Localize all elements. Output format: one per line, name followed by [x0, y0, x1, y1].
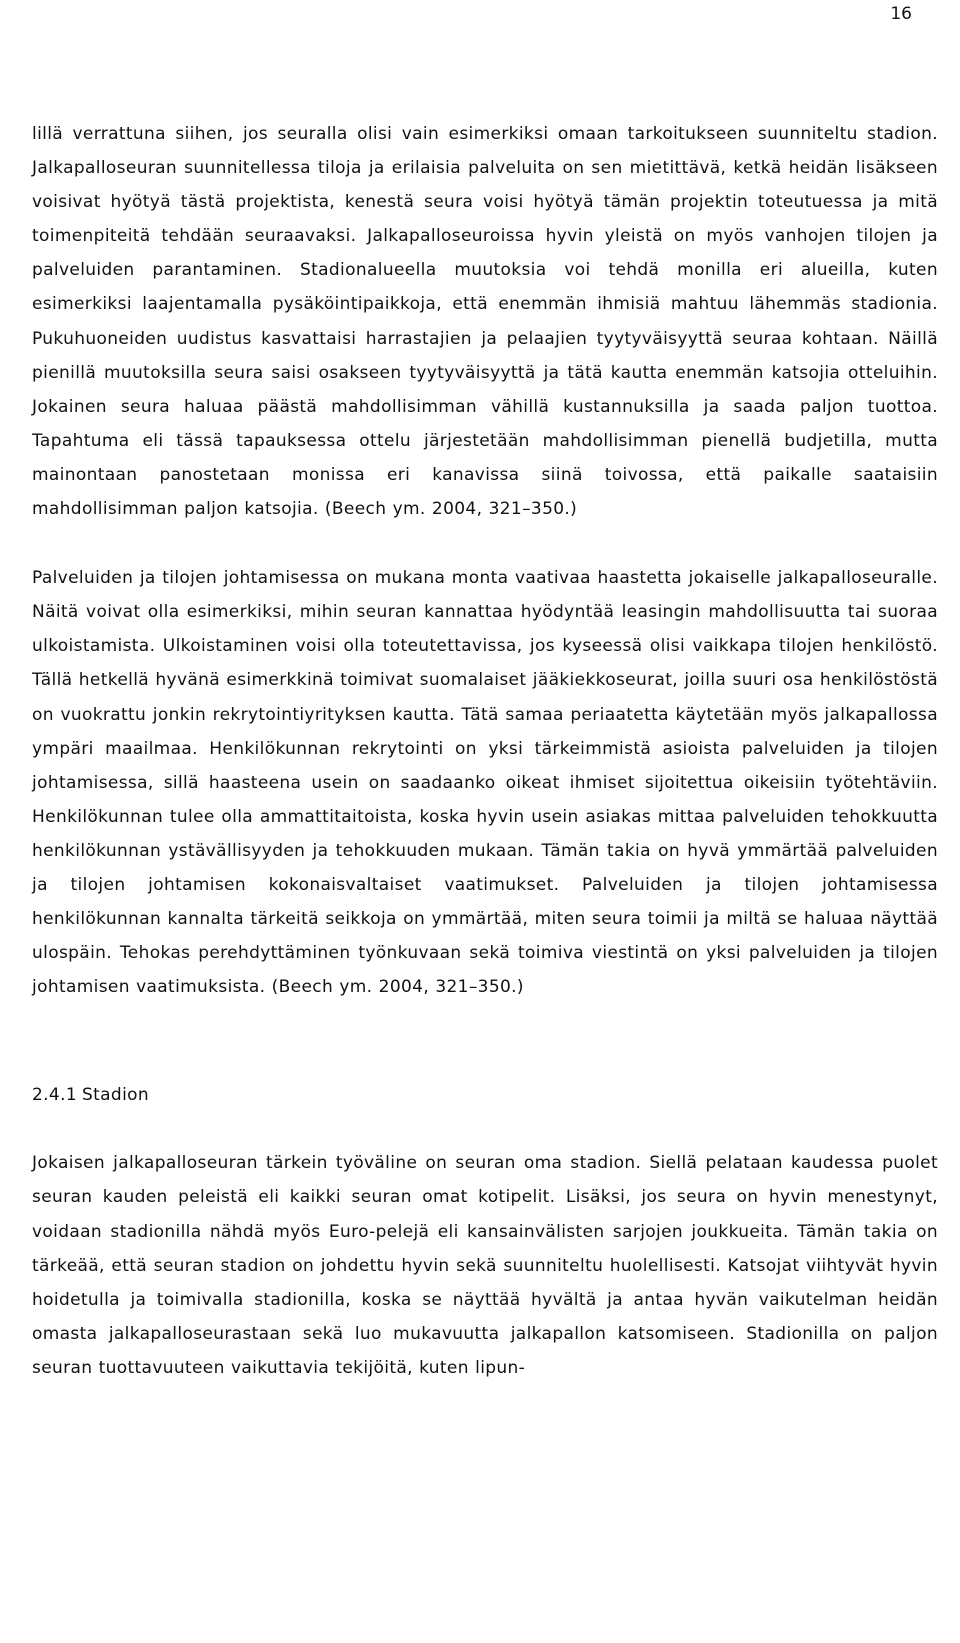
paragraph-services-management: Palveluiden ja tilojen johtamisessa on mukana monta vaativaa haastetta jokaiselle jalkapalloseuralle. Näitä voivat olla esimerkiksi, mihin seuran kannattaa hyödyntää leasingin mahdollisuutta tai suoraa ulkoistamista. Ulkoistaminen voisi olla toteutettavissa, jos kyseessä olisi vaikkapa tilojen henkilöstö. Tällä hetkellä hyvänä esimerkkinä toimivat suomalaiset jääkiekkoseurat, joilla suuri osa henkilöstöstä on vuokrattu jonkin rekrytointiyrityksen kautta. Tätä samaa periaatetta käytetään myös jalkapallossa ympäri maailmaa. Henkilökunnan rekrytointi on yksi tärkeimmistä asioista palveluiden ja tilojen johtamisessa, sillä haasteena usein on saadaanko oikeat ihmiset sijoitettua oikeisiin työtehtäviin. Henkilökunnan tulee olla ammattitaitoista, koska hyvin usein asiakas mittaa palveluiden tehokkuutta henkilökunnan ystävällisyyden ja tehokkuuden mukaan. Tämän takia on hyvä ymmärtää palveluiden ja tilojen johtamisen kokonaisvaltaiset vaatimukset. Palveluiden ja tilojen johtamisessa henkilökunnan kannalta tärkeitä seikkoja on ymmärtää, miten seura toimii ja miltä se haluaa näyttää ulospäin. Tehokas perehdyttäminen työnkuvaan sekä toimiva viestintä on yksi palveluiden ja tilojen johtamisen vaatimuksista. (Beech ym. 2004, 321–350.) — [32, 568, 938, 998]
section-heading — [32, 1078, 938, 1112]
page-number: 16 — [890, 4, 912, 24]
paragraph-stadium-planning: lillä verrattuna siihen, jos seuralla olisi vain esimerkiksi omaan tarkoitukseen suunniteltu stadion. Jalkapalloseuran suunnitellessa tiloja ja erilaisia palveluita on sen mietittävä, ketkä heidän lisäkseen voisivat hyötyä tästä projektista, kenestä seura voisi hyötyä tämän projektin toteutuessa ja mitä toimenpiteitä tehdään seuraavaksi. Jalkapalloseuroissa hyvin yleistä on myös vanhojen tilojen ja palveluiden parantaminen. Stadionalueella muutoksia voi tehdä monilla eri alueilla, kuten esimerkiksi laajentamalla pysäköintipaikkoja, että enemmän ihmisiä mahtuu lähemmäs stadionia. Pukuhuoneiden uudistus kasvattaisi harrastajien ja pelaajien tyytyväisyyttä seuraa kohtaan. Näillä pienillä muutoksilla seura saisi osakseen tyytyväisyyttä ja tätä kautta enemmän katsojia otteluihin. Jokainen seura haluaa päästä mahdollisimman vähillä kustannuksilla ja saada paljon tuottoa. Tapahtuma eli tässä tapauksessa ottelu järjestetään mahdollisimman pienellä budjetilla, mutta mainontaan panostetaan monissa eri kanavissa siinä toivossa, että paikalle saataisiin mahdollisimman paljon katsojia. (Beech ym. 2004, 321–350.) — [32, 124, 938, 520]
document-body — [32, 117, 938, 1385]
section-number: 2.4.1 — [32, 1085, 78, 1106]
section-title: Stadion — [82, 1085, 150, 1106]
paragraph-stadion: Jokaisen jalkapalloseuran tärkein työväline on seuran oma stadion. Siellä pelataan kaudessa puolet seuran kauden peleistä eli kaikki seuran omat kotipelit. Lisäksi, jos seura on hyvin menestynyt, voidaan stadionilla nähdä myös Euro-pelejä eli kansainvälisten sarjojen joukkueita. Tämän takia on tärkeää, että seuran stadion on johdettu hyvin sekä suunniteltu huolellisesti. Katsojat viihtyvät hyvin hoidetulla ja toimivalla stadionilla, koska se näyttää hyvältä ja antaa hyvän vaikutelman heidän omasta jalkapalloseurastaan sekä luo mukavuutta jalkapallon katsomiseen. Stadionilla on paljon seuran tuottavuuteen vaikuttavia tekijöitä, kuten lipun- — [32, 1153, 938, 1378]
